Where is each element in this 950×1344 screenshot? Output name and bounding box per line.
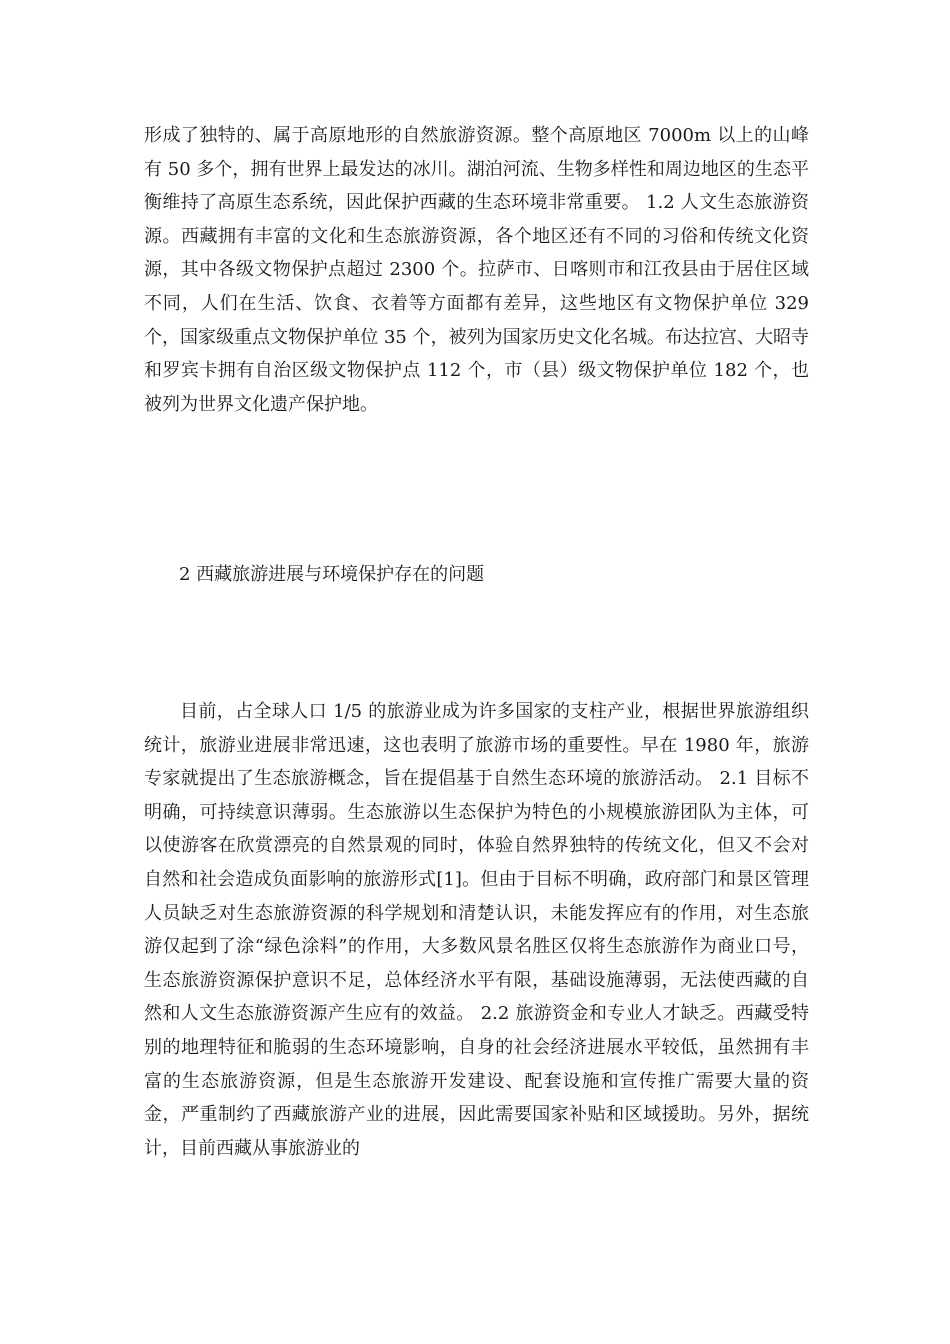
body-paragraph-natural-and-cultural-resources: 形成了独特的、属于高原地形的自然旅游资源。整个高原地区 7000m 以上的山峰有 50 多个，拥有世界上最发达的冰川。湖泊河流、生物多样性和周边地区的生态平衡维持了高原生态系统，因此保护西藏的生态环境非常重要。 1.2 人文生态旅游资源。西藏拥有丰富的文化和生态旅游资源，各个地区还有不同的习俗和传统文化资源，其中各级文物保护点超过 2300 个。拉萨市、日喀则市和江孜县由于居住区域不同，人们在生活、饮食、衣着等方面都有差异，这些地区有文物保护单位 329 个，国家级重点文物保护单位 35 个，被列为国家历史文化名城。布达拉宫、大昭寺和罗宾卡拥有自治区级文物保护点 112 个，市（县）级文物保护单位 182 个，也被列为世界文化遗产保护地。	[144, 125, 809, 415]
section-heading: 2 西藏旅游进展与环境保护存在的问题	[179, 564, 485, 585]
body-paragraph-tourism-problems: 目前，占全球人口 1/5 的旅游业成为许多国家的支柱产业，根据世界旅游组织统计，旅游业进展非常迅速，这也表明了旅游市场的重要性。早在 1980 年，旅游专家就提出了生态旅游概念，旨在提倡基于自然生态环境的旅游活动。 2.1 目标不明确，可持续意识薄弱。生态旅游以生态保护为特色的小规模旅游团队为主体，可以使游客在欣赏漂亮的自然景观的同时，体验自然界独特的传统文化，但又不会对自然和社会造成负面影响的旅游形式[1]。但由于目标不明确，政府部门和景区管理人员缺乏对生态旅游资源的科学规划和清楚认识，未能发挥应有的作用，对生态旅游仅起到了涂“绿色涂料”的作用，大多数风景名胜区仅将生态旅游作为商业口号，生态旅游资源保护意识不足，总体经济水平有限，基础设施薄弱，无法使西藏的自然和人文生态旅游资源产生应有的效益。 2.2 旅游资金和专业人才缺乏。西藏受特别的地理特征和脆弱的生态环境影响，自身的社会经济进展水平较低，虽然拥有丰富的生态旅游资源，但是生态旅游开发建设、配套设施和宣传推广需要大量的资金，严重制约了西藏旅游产业的进展，因此需要国家补贴和区域援助。另外，据统计，目前西藏从事旅游业的	[144, 701, 809, 1159]
